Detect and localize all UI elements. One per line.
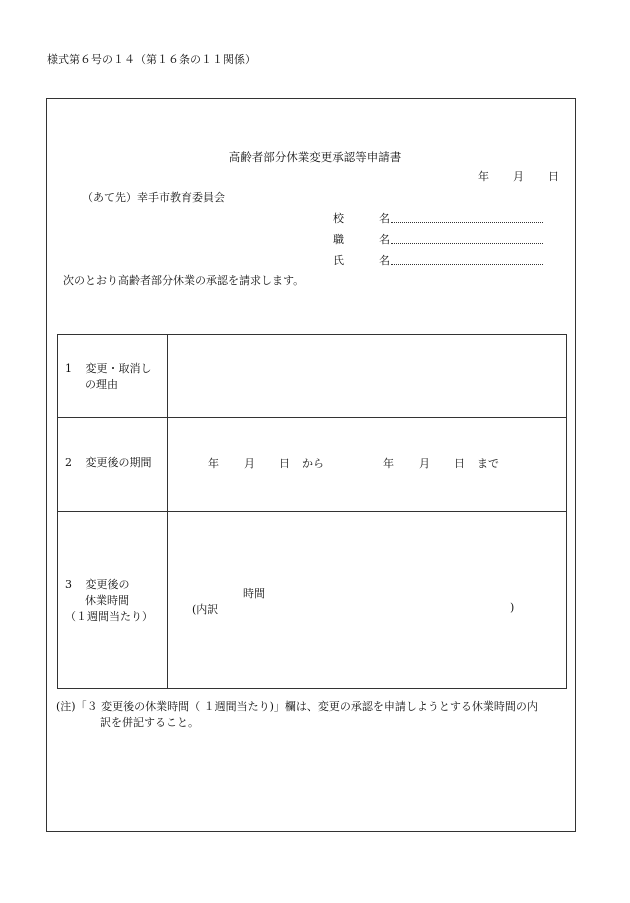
row3-hours-field[interactable] — [168, 512, 566, 688]
row3-label-line1: 変更後の — [85, 578, 130, 591]
breakdown-open: (内訳 — [192, 603, 219, 616]
from-year: 年 — [208, 457, 219, 470]
row2-label — [65, 455, 165, 471]
row1-label-line2: の理由 — [85, 378, 118, 391]
signature-name-label-a: 氏 — [333, 254, 344, 267]
note-line1: (注)「３ 変更後の休業時間（ １週間当たり)」欄は、変更の承認を申請しようとする休業時間の内 — [56, 700, 538, 713]
date-year: 年 — [478, 170, 489, 183]
date-day: 日 — [548, 170, 559, 183]
from-suffix: から — [302, 457, 324, 470]
signature-name-line[interactable] — [391, 264, 543, 265]
signature-position-label-a: 職 — [333, 233, 344, 246]
row3-label — [65, 577, 165, 625]
to-day: 日 — [454, 457, 465, 470]
from-month: 月 — [244, 457, 255, 470]
row1-label-line1: 変更・取消し — [85, 362, 152, 375]
note-line2: 訳を併記すること。 — [100, 716, 199, 729]
to-month: 月 — [419, 457, 430, 470]
row2-num: 2 — [65, 456, 72, 469]
document-title: 高齢者部分休業変更承認等申請書 — [228, 150, 402, 164]
signature-position-label-b: 名 — [379, 233, 390, 246]
to-year: 年 — [383, 457, 394, 470]
row1-reason-field[interactable] — [168, 335, 566, 417]
request-text: 次のとおり高齢者部分休業の承認を請求します。 — [63, 274, 305, 287]
addressee: （あて先）幸手市教育委員会 — [82, 191, 225, 204]
signature-school-line[interactable] — [391, 222, 543, 223]
row1-num: 1 — [65, 362, 72, 375]
row3-label-line3: （１週間当たり） — [65, 610, 153, 623]
breakdown-close: ) — [510, 601, 515, 614]
application-table — [57, 334, 567, 689]
signature-school-label-a: 校 — [333, 212, 344, 225]
row2-label-text: 変更後の期間 — [85, 456, 152, 469]
signature-name-label-b: 名 — [379, 254, 390, 267]
row1-label — [65, 361, 165, 393]
signature-position-line[interactable] — [391, 243, 543, 244]
from-day: 日 — [279, 457, 290, 470]
to-suffix: まで — [477, 457, 499, 470]
form-reference: 様式第６号の１４（第１６条の１１関係） — [47, 53, 256, 66]
row2-period-field[interactable] — [168, 418, 566, 510]
signature-school-label-b: 名 — [379, 212, 390, 225]
date-month: 月 — [513, 170, 524, 183]
hours-label: 時間 — [243, 587, 265, 600]
row3-label-line2: 休業時間 — [85, 594, 129, 607]
row3-num: 3 — [65, 578, 72, 591]
